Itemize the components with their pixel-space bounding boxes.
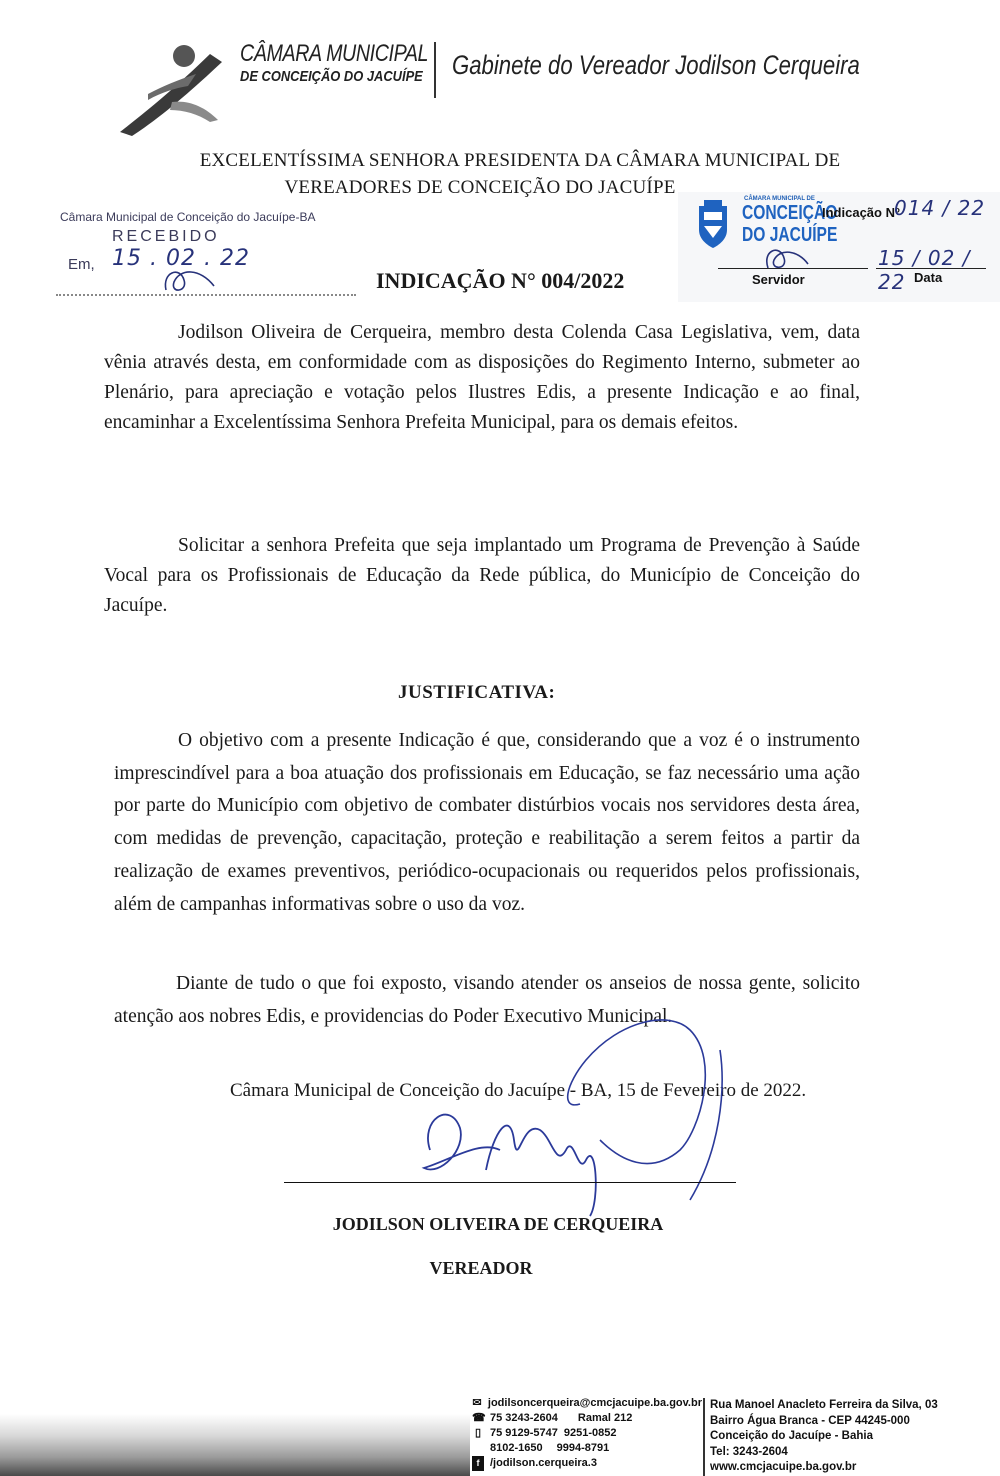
paragraph-closing: Diante de tudo o que foi exposto, visando atender os anseios de nossa gente, solicito atenção aos nobres Edis, e providencias do Poder Executivo Municipal. [114, 973, 860, 1027]
facebook-icon: f [472, 1456, 484, 1471]
paragraph-intro: Jodilson Oliveira de Cerqueira, membro desta Colenda Casa Legislativa, vem, data vênia através desta, em conformidade com as disposições do Regimento Interno, submeter ao Plenário, para apreciação e votação pelos Ilustres Edis, a presente Indicação e ao final, encaminhar a Excelentíssima Senhora Prefeita Municipal, para os demais efeitos. [104, 322, 860, 433]
handwritten-signature [390, 1000, 750, 1230]
logo-title: CÂMARA MUNICIPAL [240, 40, 429, 67]
justification-heading: JUSTIFICATIVA: [398, 682, 556, 703]
addressee-line-1: EXCELENTÍSSIMA SENHORA PRESIDENTA DA CÂMARA MUNICIPAL DE [199, 150, 841, 171]
protocol-brand-small: CÂMARA MUNICIPAL DE [744, 196, 815, 202]
protocol-date-handwritten: 15 / 02 / 22 [878, 246, 971, 294]
footer-phone: 75 3243-2604 [490, 1412, 558, 1424]
protocol-stamp [678, 192, 1000, 302]
email-icon: ✉ [472, 1397, 482, 1409]
footer-facebook[interactable]: /jodilson.cerqueira.3 [490, 1457, 597, 1469]
place-and-date: Câmara Municipal de Conceição do Jacuípe - BA, 15 de Fevereiro de 2022. [230, 1080, 807, 1101]
phone-icon: ☎ [472, 1412, 486, 1424]
received-label: RECEBIDO [112, 228, 220, 245]
protocol-brand-line1: CONCEIÇÃO [742, 202, 838, 224]
footer-gradient-bar [0, 1414, 470, 1476]
header-divider [434, 42, 436, 98]
mobile-icon: ▯ [474, 1427, 482, 1439]
footer-mobile-2: 9251-0852 [563, 1427, 617, 1439]
document-title: INDICAÇÃO N° 004/2022 [376, 268, 625, 293]
indicacao-number-label: Indicação Nº [822, 205, 900, 220]
footer-address-line-3: Conceição do Jacuípe - Bahia [710, 1430, 873, 1442]
servidor-label: Servidor [752, 272, 805, 287]
received-stamp-org: Câmara Municipal de Conceição do Jacuípe-BA [60, 210, 316, 224]
footer-mobile-3: 8102-1650 [490, 1442, 543, 1454]
footer-contacts [472, 1396, 702, 1471]
footer-mobile-4: 9994-8791 [556, 1442, 610, 1454]
received-stamp [60, 210, 316, 300]
footer-address-line-1: Rua Manoel Anacleto Ferreira da Silva, 03 [710, 1399, 938, 1411]
received-dotted-line [56, 294, 356, 296]
footer-address-line-4: Tel: 3243-2604 [710, 1445, 788, 1458]
protocol-brand-line2: DO JACUÍPE [742, 224, 838, 246]
received-handwritten-date: 15 . 02 . 22 [112, 246, 250, 271]
coat-of-arms-icon [696, 198, 730, 250]
paragraph-request: Solicitar a senhora Prefeita que seja implantado um Programa de Prevenção à Saúde Vocal para os Profissionais de Educação da Rede pública, do Município de Conceição do Jacuípe. [104, 535, 860, 616]
data-line [876, 268, 986, 269]
signer-role: VEREADOR [429, 1258, 533, 1278]
data-label: Data [914, 270, 943, 285]
received-initials-signature [160, 262, 220, 296]
cabinet-title: Gabinete do Vereador Jodilson Cerqueira [452, 50, 860, 80]
paragraph-justification: O objetivo com a presente Indicação é que, considerando que a voz é o instrumento imprescindível para a boa atuação dos profissionais em Educação, se faz necessário uma ação por parte do Município com objetivo de combater distúrbios vocais nos servidores desta área, com medidas de prevenção, capacitação, proteção e reabilitação a serem feitos a partir da realização de exames preventivos, periódico-ocupacionais ou requeridos pelos profissionais, além de campanhas informativas sobre o uso da voz. [114, 730, 860, 915]
signer-name: JODILSON OLIVEIRA DE CERQUEIRA [332, 1214, 664, 1234]
addressee-line-2: VEREADORES DE CONCEIÇÃO DO JACUÍPE [284, 177, 676, 198]
footer-website[interactable]: www.cmcjacuipe.ba.gov.br [710, 1461, 857, 1473]
footer-email[interactable]: jodilsoncerqueira@cmcjacuipe.ba.gov.br [487, 1397, 702, 1409]
received-em-label: Em, [68, 256, 95, 273]
indicacao-number-handwritten: 014 / 22 [894, 196, 986, 220]
chamber-logo-figure [118, 40, 228, 136]
footer-address-line-2: Bairro Água Branca - CEP 44245-000 [710, 1414, 910, 1427]
footer-extension: Ramal 212 [577, 1412, 633, 1424]
footer-mobile-1: 75 9129-5747 [490, 1427, 558, 1439]
footer-divider [703, 1398, 705, 1476]
logo-subtitle: DE CONCEIÇÃO DO JACUÍPE [240, 68, 423, 85]
footer-address [710, 1398, 990, 1476]
servidor-line [718, 268, 868, 269]
signature-line [284, 1182, 736, 1183]
